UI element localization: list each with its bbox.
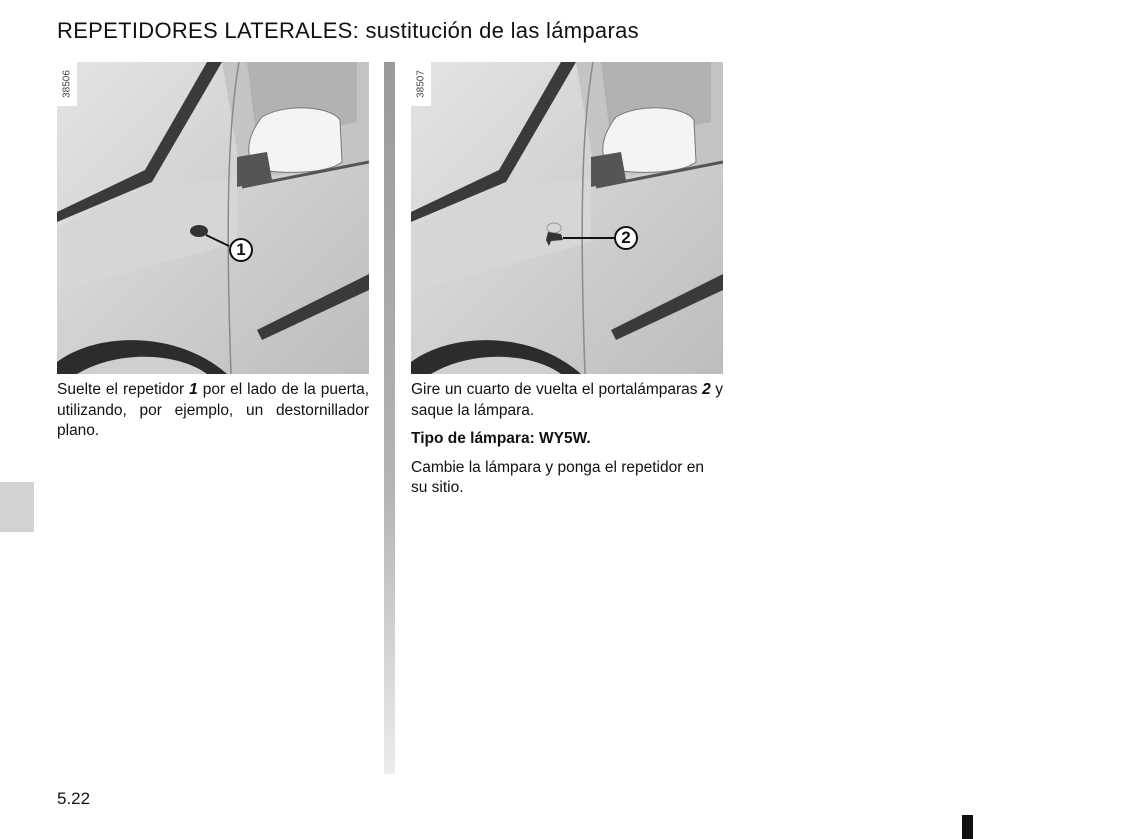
instruction-column-left: [57, 380, 369, 450]
car-door-drawing: [57, 62, 369, 374]
callout-number: 1: [229, 238, 253, 262]
instruction-paragraph: [411, 380, 723, 421]
instruction-paragraph: Cambie la lámpara y ponga el repetidor en su sitio.: [411, 458, 704, 496]
corner-print-mark: [962, 815, 973, 839]
lamp-type-heading: Tipo de lámpara: WY5W.: [411, 430, 591, 447]
text-run: y saque la lámpara.: [411, 381, 723, 419]
column-divider: [384, 62, 395, 774]
figure-reference-code: 38506: [57, 62, 77, 106]
text-run: por el lado de la puerta, utilizando, por ejemplo, un destornillador plano.: [57, 381, 369, 439]
callout-number: 2: [614, 226, 638, 250]
instruction-column-right: [411, 380, 723, 507]
illustration-bulb-holder: [411, 62, 723, 374]
text-run: Suelte el repetidor: [57, 381, 190, 398]
page-title: REPETIDORES LATERALES: sustitución de las lámparas: [57, 18, 639, 43]
reference-number: 2: [702, 381, 711, 398]
page-number: 5.22: [57, 789, 91, 808]
illustration-side-repeater: [57, 62, 369, 374]
reference-number: 1: [189, 381, 198, 398]
figure-reference-code: 38507: [411, 62, 431, 106]
instruction-paragraph: [57, 380, 369, 442]
text-run: Gire un cuarto de vuelta el portalámparas: [411, 381, 703, 398]
car-door-drawing: [411, 62, 723, 374]
section-tab-marker: [0, 482, 34, 532]
